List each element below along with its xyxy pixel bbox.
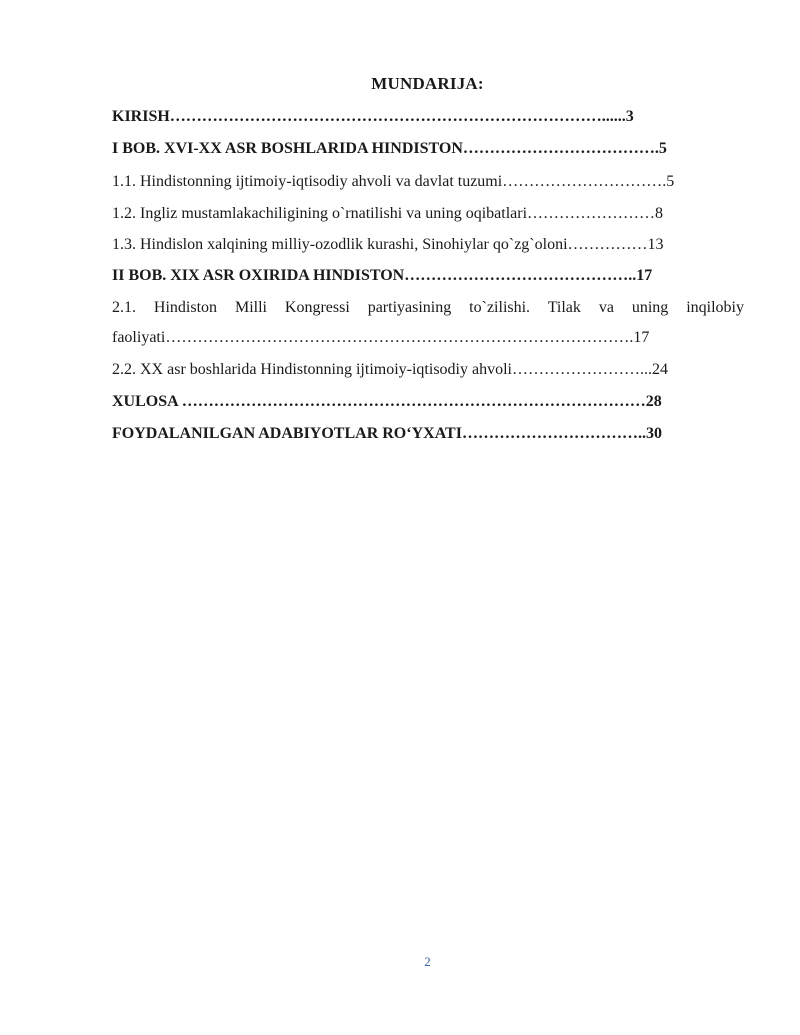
toc-entry-bibliography: FOYDALANILGAN ADABIYOTLAR RO‘YXATI……………………………..30 bbox=[112, 425, 662, 442]
toc-entry-chapter-2: II BOB. XIX ASR OXIRIDA HINDISTON……………………………………..17 bbox=[112, 267, 653, 284]
toc-entry-chapter-1: I BOB. XVI-XX ASR BOSHLARIDA HINDISTON……………………………….5 bbox=[112, 140, 667, 157]
toc-entry-xulosa: XULOSA ……………………………………………………………………………28 bbox=[112, 393, 662, 410]
toc-entry-kirish: KIRISH………………………………………………………………………......3 bbox=[112, 108, 634, 125]
toc-entry-section-2-2: 2.2. XX asr boshlarida Hindistonning ijtimoiy-iqtisodiy ahvoli……………………...24 bbox=[112, 361, 668, 378]
page-number: 2 bbox=[424, 954, 431, 969]
toc-title: MUNDARIJA: bbox=[371, 74, 484, 93]
toc-entry-section-2-1-cont: faoliyati…………………………………………………………………………….17 bbox=[112, 329, 650, 346]
toc-entry-section-1-2: 1.2. Ingliz mustamlakachiligining o`rnatilishi va uning oqibatlari……………………8 bbox=[112, 205, 664, 222]
toc-entry-section-2-1: 2.1. Hindiston Milli Kongressi partiyasining to`zilishi. Tilak va uning inqilobiy bbox=[112, 299, 744, 316]
toc-entry-section-1-1: 1.1. Hindistonning ijtimoiy-iqtisodiy ahvoli va davlat tuzumi………………………….5 bbox=[112, 173, 675, 190]
toc-entry-section-1-3: 1.3. Hindislon xalqining milliy-ozodlik kurashi, Sinohiylar qo`zg`oloni……………13 bbox=[112, 236, 664, 253]
